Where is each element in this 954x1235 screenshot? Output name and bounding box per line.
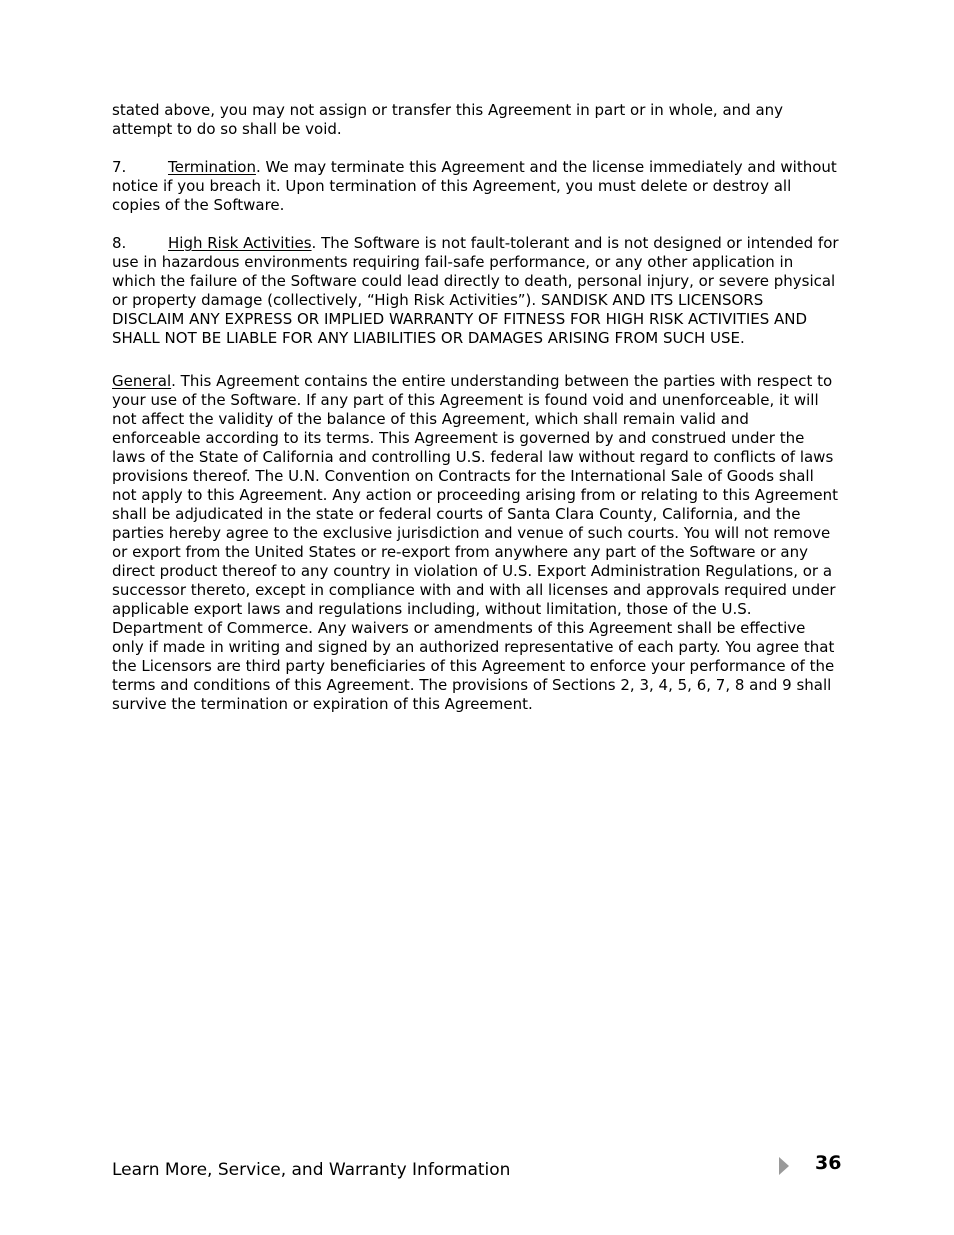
section-general [112,372,840,714]
intro-paragraph: stated above, you may not assign or transfer this Agreement in part or in whole, and any attempt to do so shall be void. [112,101,784,138]
section-termination [112,158,840,215]
footer-section-title: Learn More, Service, and Warranty Information [112,1160,511,1180]
section-heading-general: General [112,372,172,390]
section-high-risk-activities [112,234,840,348]
page-number: 36 [815,1152,842,1174]
section-number: 7. [112,158,127,176]
section-body-termination: . We may terminate this Agreement and the license immediately and without notice if you breach it. Upon termination of this Agreement, you must delete or destroy all copies of the Software. [112,158,837,214]
page-body [112,101,840,714]
section-body-high-risk-activities: . The Software is not fault-tolerant and is not designed or intended for use in hazardous environments requiring fail-safe performance, or any other application in which the failure of the Software could lead directly to death, personal injury, or severe physical or property damage (collectively, “High Risk Activities”). SANDISK AND ITS LICENSORS DISCLAIM ANY EXPRESS OR IMPLIED WARRANTY OF FITNESS FOR HIGH RISK ACTIVITIES AND SHALL NOT BE LIABLE FOR ANY LIABILITIES OR DAMAGES ARISING FROM SUCH USE. [112,234,839,347]
section-heading-termination: Termination [168,158,256,176]
section-heading-high-risk-activities: High Risk Activities [168,234,312,252]
section-body-general: . This Agreement contains the entire understanding between the parties with respect to your use of the Software. If any part of this Agreement is found void and unenforceable, it will not affect the validity of the balance of this Agreement, which shall remain valid and enforceable according to its terms. This Agreement is governed by and construed under the laws of the State of California and controlling U.S. federal law without regard to conflicts of laws provisions thereof. The U.N. Convention on Contracts for the International Sale of Goods shall not apply to this Agreement. Any action or proceeding arising from or relating to this Agreement shall be adjudicated in the state or federal courts of Santa Clara County, California, and the parties hereby agree to the exclusive jurisdiction and venue of such courts. You will not remove or export from the United States or re-export from anywhere any part of the Software or any direct product thereof to any country in violation of U.S. Export Administration Regulations, or a successor thereto, except in compliance with and with all licenses and approvals required under applicable export laws and regulations including, without limitation, those of the U.S. Department of Commerce. Any waivers or amendments of this Agreement shall be effective only if made in writing and signed by an authorized representative of each party. You agree that the Licensors are third party beneficiaries of this Agreement to enforce your performance of the terms and conditions of this Agreement. The provisions of Sections 2, 3, 4, 5, 6, 7, 8 and 9 shall survive the termination or expiration of this Agreement. [112,372,839,713]
triangle-right-icon [779,1157,789,1175]
section-number: 8. [112,234,127,252]
